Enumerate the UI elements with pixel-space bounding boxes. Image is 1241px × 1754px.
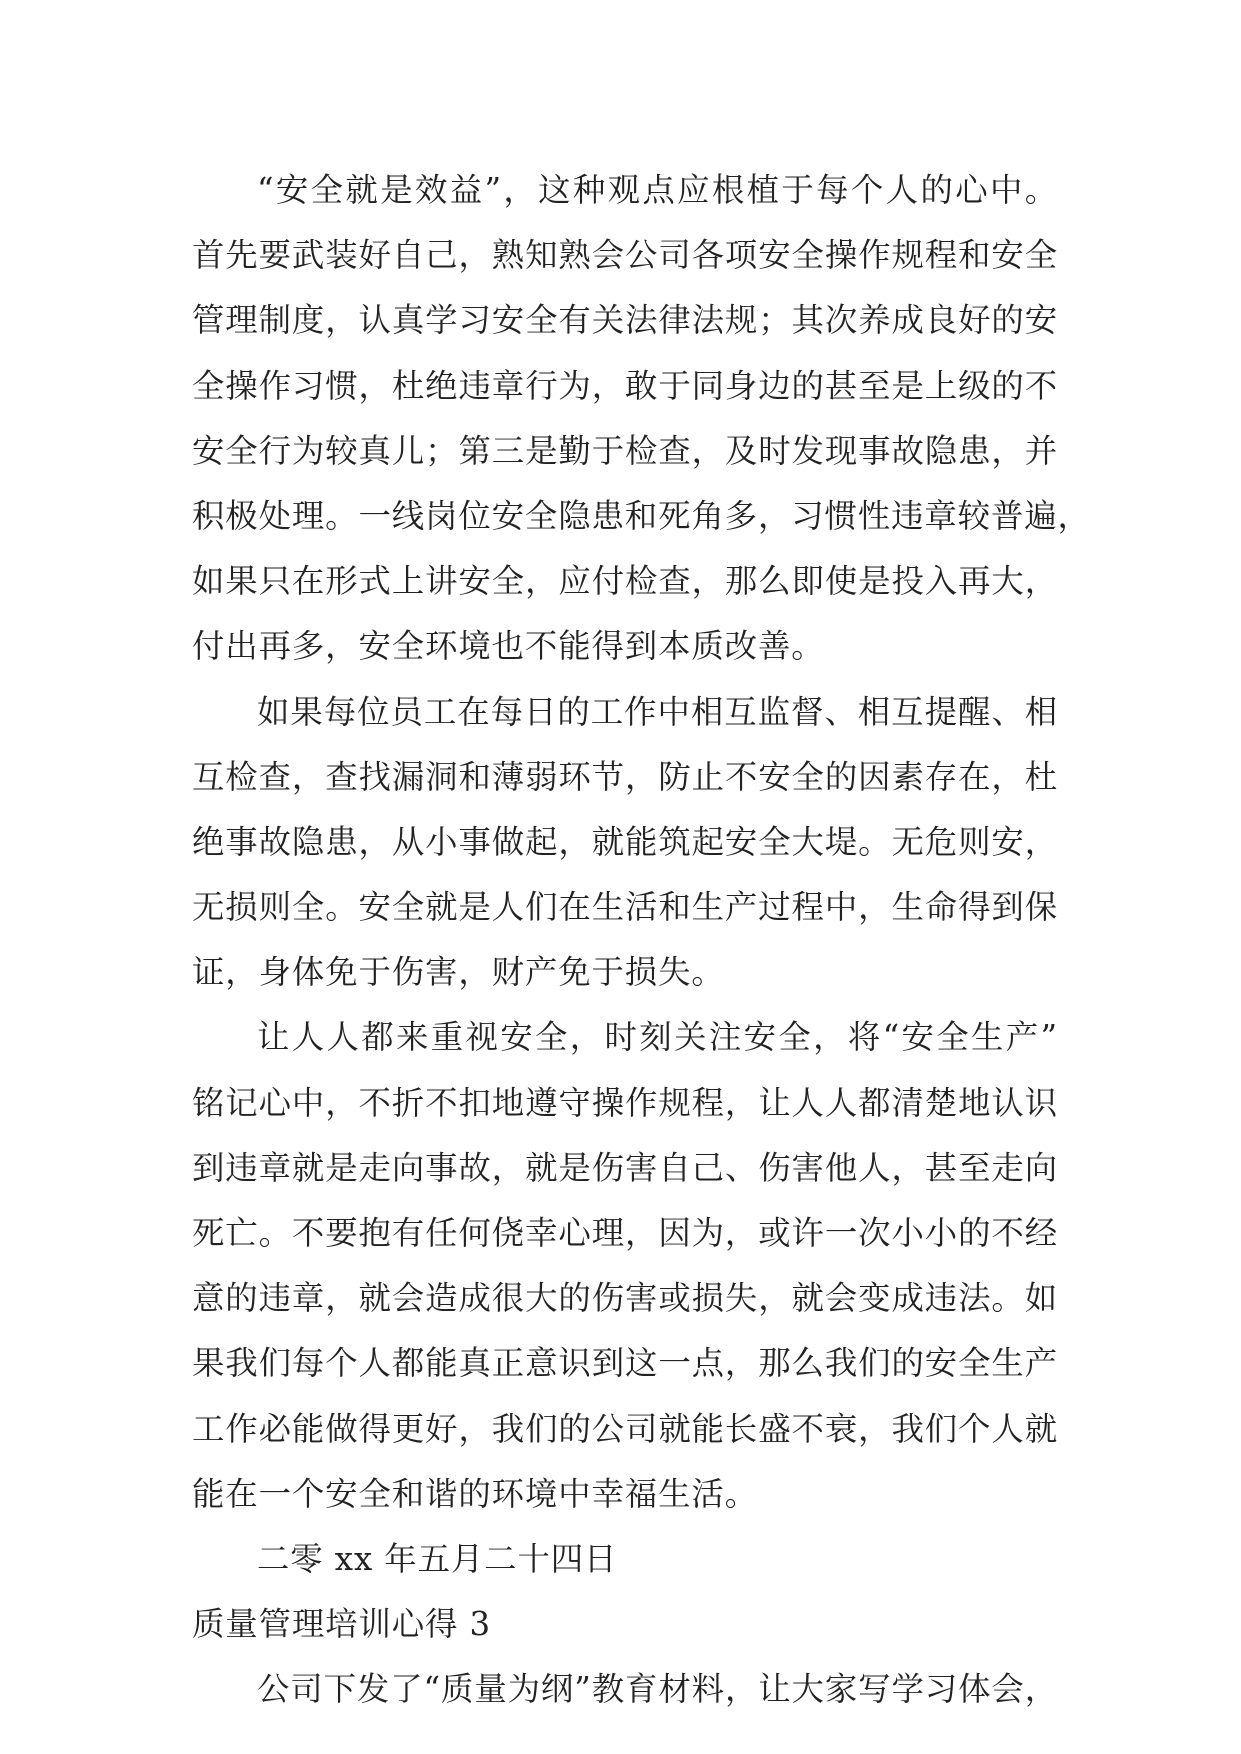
text-line: 死亡。不要抱有任何侥幸心理，因为，或许一次小小的不经 [192, 1214, 1058, 1252]
text-line: 无损则全。安全就是人们在生活和生产过程中，生命得到保 [192, 888, 1058, 927]
text-line: 证，身体免于伤害，财产免于损失。 [192, 953, 725, 992]
paragraph-quality-intro [192, 1657, 1058, 1722]
section-title: 质量管理培训心得 3 [192, 1605, 492, 1644]
paragraph-mutual-supervision [192, 680, 1058, 1006]
text-line: 公司下发了“质量为纲”教育材料，让大家写学习体会， [257, 1670, 1058, 1709]
text-line: 如果每位员工在每日的工作中相互监督、相互提醒、相 [257, 692, 1058, 731]
text-line: 工作必能做得更好，我们的公司就能长盛不衰，我们个人就 [192, 1409, 1058, 1448]
paragraph-safety-benefit [192, 158, 1091, 680]
text-line: 付出再多，安全环境也不能得到本质改善。 [192, 627, 825, 666]
text-line: 绝事故隐患，从小事做起，就能筑起安全大堤。无危则安， [192, 822, 1058, 861]
text-line: 全操作习惯，杜绝违章行为，敢于同身边的甚至是上级的不 [192, 366, 1058, 405]
text-line: 意的违章，就会造成很大的伤害或损失，就会变成违法。如 [192, 1279, 1058, 1318]
text-line: 首先要武装好自己，熟知熟会公司各项安全操作规程和安全 [192, 236, 1058, 275]
document-body [192, 158, 1091, 1723]
document-date: 二零 xx 年五月二十四日 [257, 1539, 618, 1578]
text-line: “安全就是效益”，这种观点应根植于每个人的心中。 [257, 171, 1058, 209]
text-line: 如果只在形式上讲安全，应付检查，那么即使是投入再大， [192, 562, 1058, 601]
text-line: 积极处理。一线岗位安全隐患和死角多，习惯性违章较普遍， [192, 496, 1091, 535]
text-line: 到违章就是走向事故，就是伤害自己、伤害他人，甚至走向 [192, 1148, 1058, 1187]
text-line: 让人人都来重视安全，时刻关注安全，将“安全生产” [257, 1018, 1058, 1057]
text-line: 果我们每个人都能真正意识到这一点，那么我们的安全生产 [192, 1344, 1058, 1383]
text-line: 能在一个安全和谐的环境中幸福生活。 [192, 1474, 758, 1513]
text-line: 安全行为较真儿；第三是勤于检查，及时发现事故隐患，并 [192, 431, 1058, 470]
text-line: 铭记心中，不折不扣地遵守操作规程，让人人都清楚地认识 [192, 1083, 1058, 1122]
text-line: 管理制度，认真学习安全有关法律法规；其次养成良好的安 [192, 301, 1058, 340]
text-line: 互检查，查找漏洞和薄弱环节，防止不安全的因素存在，杜 [192, 757, 1058, 796]
paragraph-value-safety [192, 1005, 1058, 1527]
